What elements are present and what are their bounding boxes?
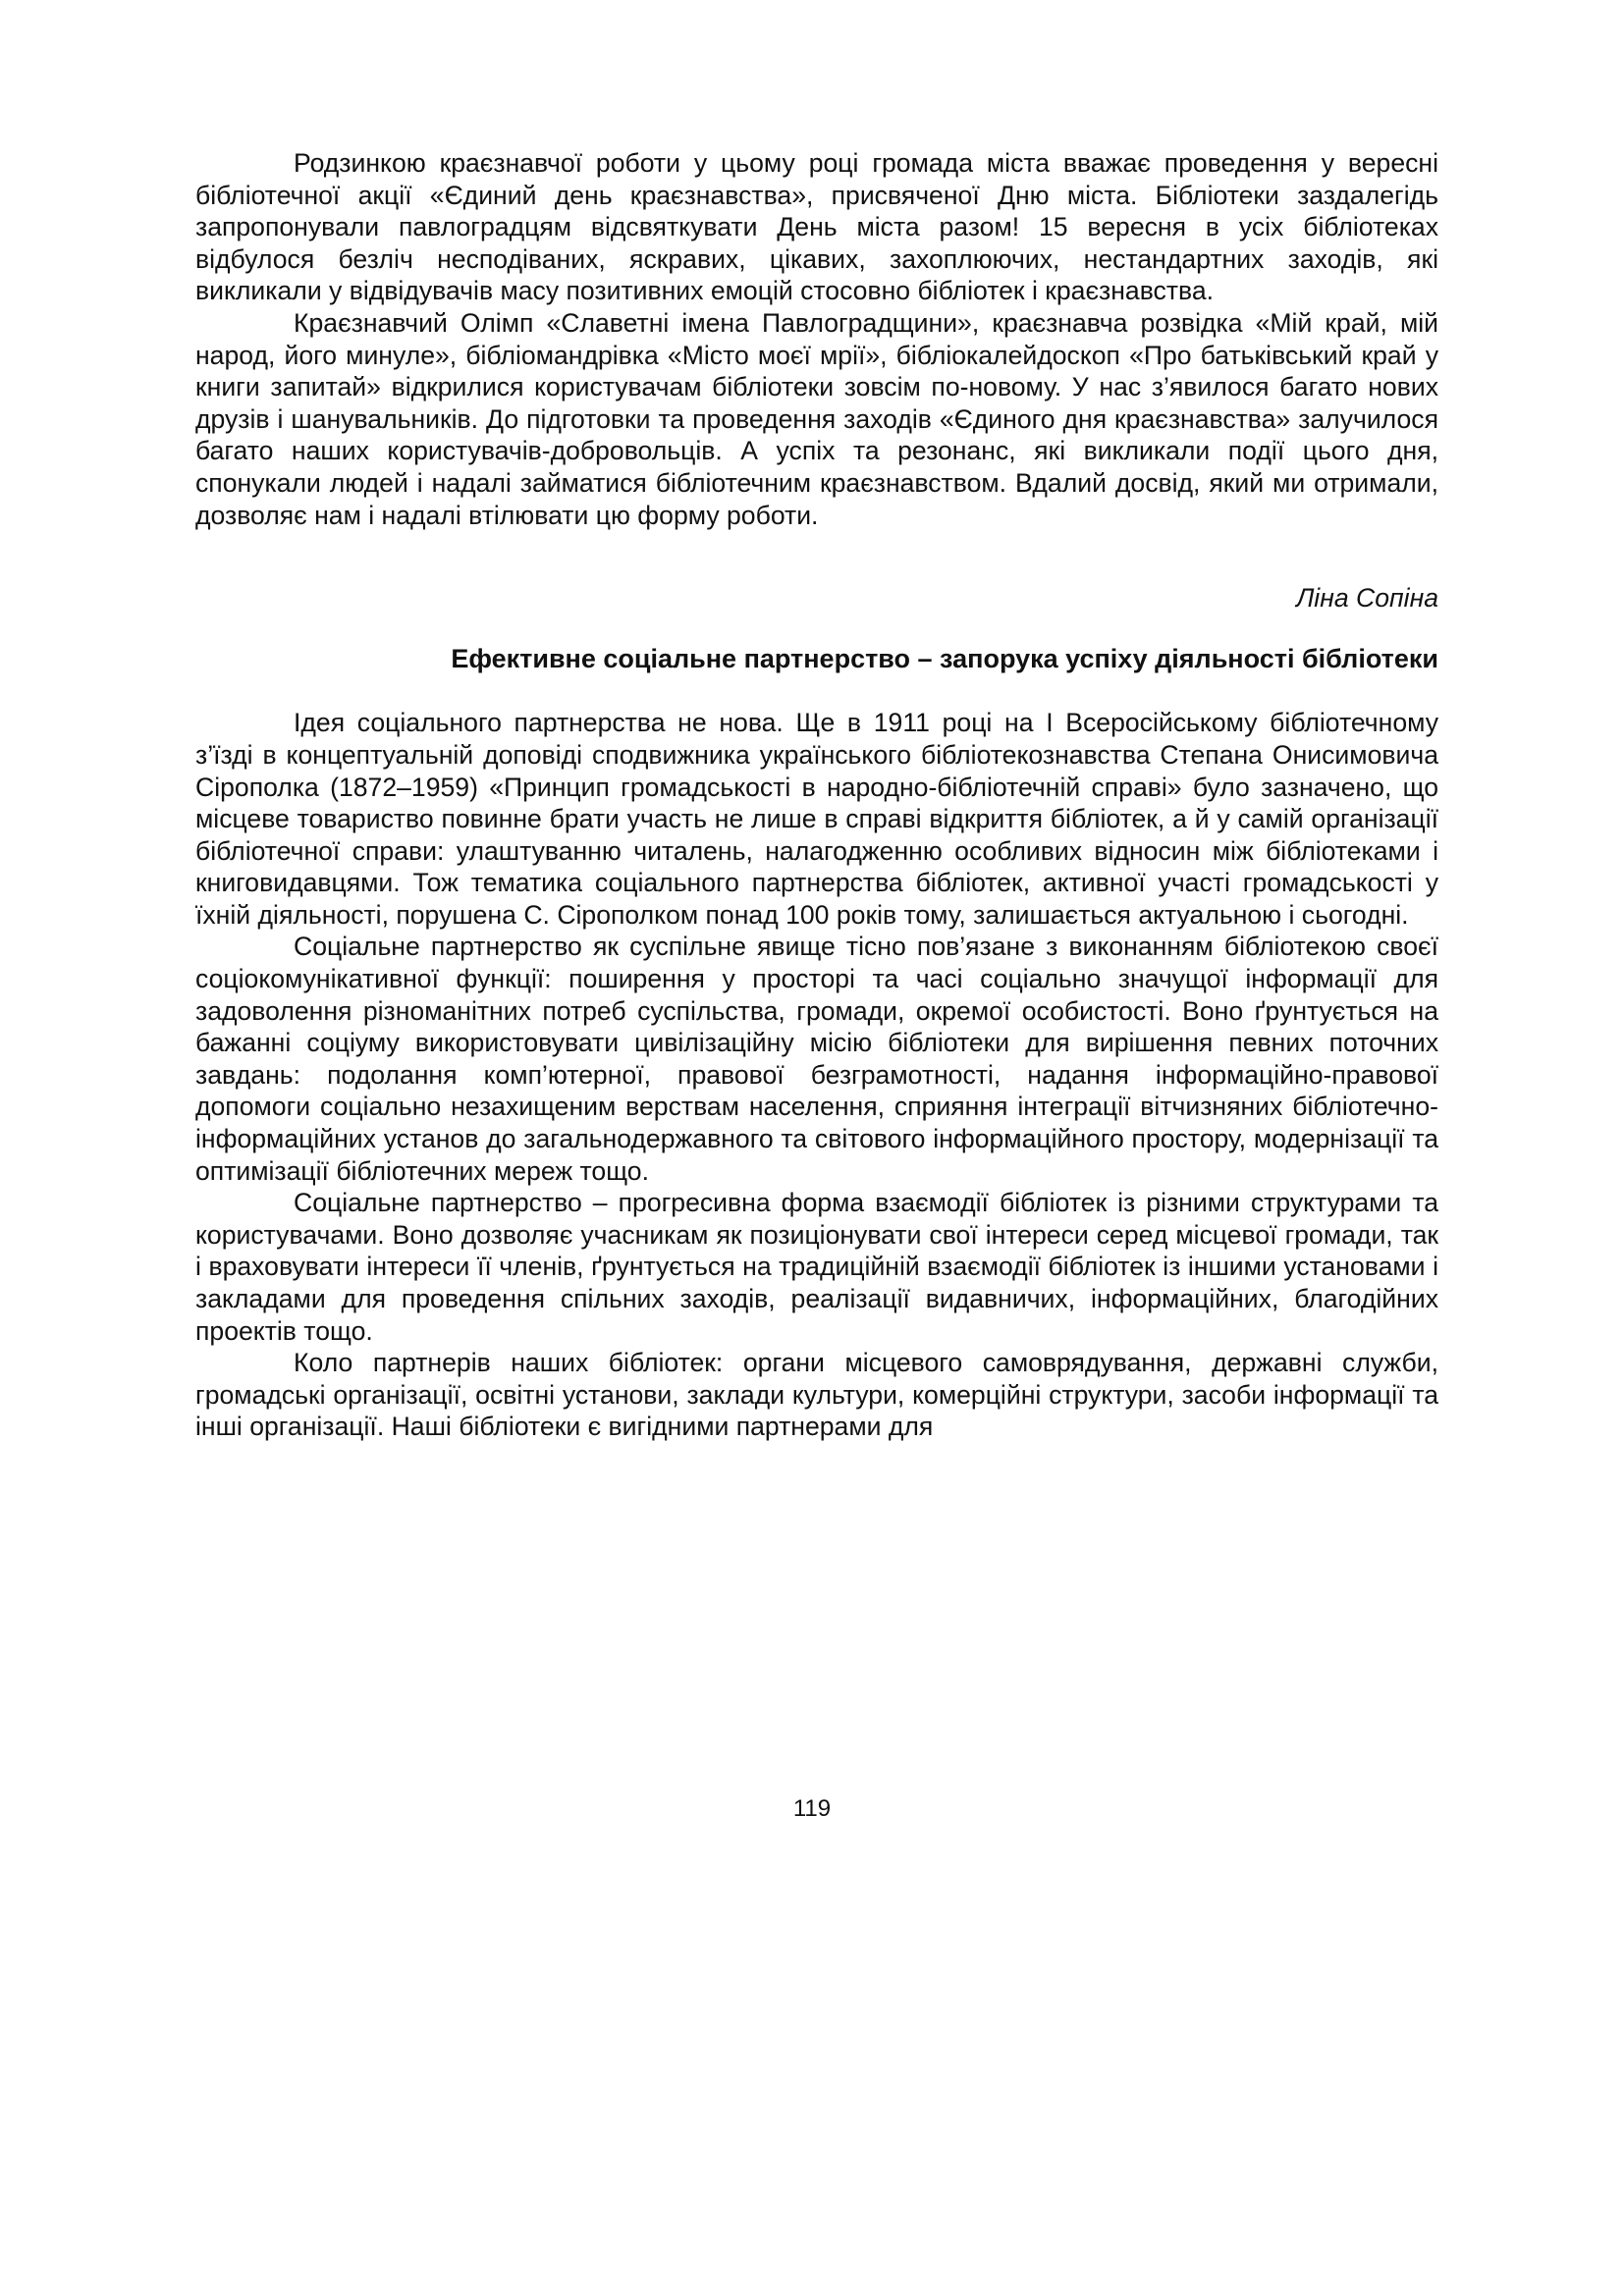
paragraph-partners-list: Коло партнерів наших бібліотек: органи місцевого самоврядування, державні служби, громадські організації, освітні установи, заклади культури, комерційні структури, засоби інформації та інші організації. Наші бібліотеки є вигідними партнерами для — [195, 1348, 1438, 1442]
document-page — [195, 147, 1438, 1443]
article-title: Ефективне соціальне партнерство – запорука успіху діяльності бібліотеки — [451, 643, 1438, 673]
paragraph-partnership-form: Соціальне партнерство – прогресивна форма взаємодії бібліотек із різними структурами та користувачами. Воно дозволяє учасникам як позиціонувати свої інтереси серед місцевої громади, так і враховувати інтереси її членів, ґрунтується на традиційній взаємодії бібліотек із іншими установами і закладами для проведення спільних заходів, реалізації видавничих, інформаційних, благодійних проектів тощо. — [195, 1188, 1438, 1346]
paragraph-partnership-function: Соціальне партнерство як суспільне явище тісно пов’язане з виконанням бібліотекою своєї соціокомунікативної функції: поширення у просторі та часі соціально значущої інформації для задоволення різноманітних потреб суспільства, громади, окремої особистості. Воно ґрунтується на бажанні соціуму використовувати цивілізаційну місію бібліотеки для вирішення певних поточних завдань: подолання комп’ютерної, правової безграмотності, надання інформаційно-правової допомоги соціально незахищеним верствам населення, сприяння інтеграції вітчизняних бібліотечно-інформаційних установ до загальнодержавного та світового інформаційного простору, модернізації та оптимізації бібліотечних мереж тощо. — [195, 932, 1438, 1186]
page-number: 119 — [792, 1795, 832, 1822]
author-signature: Ліна Сопіна — [1296, 583, 1438, 614]
paragraph-local-history-events: Краєзнавчий Олімп «Славетні імена Павлоградщини», краєзнавча розвідка «Мій край, мій народ, його минуле», бібліомандрівка «Місто моєї мрії», бібліокалейдоскоп «Про батьківський край у книги запитай» відкрилися користувачам бібліотеки зовсім по-новому. У нас з’явилося багато нових друзів і шанувальників. До підготовки та проведення заходів «Єдиного дня краєзнавства» залучилося багато наших користувачів-добровольців. А успіх та резонанс, які викликали події цього дня, спонукали людей і надалі займатися бібліотечним краєзнавством. Вдалий досвід, який ми отримали, дозволяє нам і надалі втілювати цю форму роботи. — [195, 307, 1438, 530]
paragraph-partnership-history: Ідея соціального партнерства не нова. Ще в 1911 році на I Всеросійському бібліотечному з’їзді в концептуальній доповіді сподвижника українського бібліотекознавства Степана Онисимовича Сірополка (1872–1959) «Принцип громадськості в народно-бібліотечній справі» було зазначено, що місцеве товариство повинне брати участь не лише в справі відкриття бібліотек, а й у самій організації бібліотечної справи: улаштуванню читалень, налагодженню особливих відносин між бібліотеками і книговидавцями. Тож тематика соціального партнерства бібліотек, активної участі громадськості у їхній діяльності, порушена С. Сірополком понад 100 років тому, залишається актуальною і сьогодні. — [195, 708, 1438, 930]
paragraph-local-history-day: Родзинкою краєзнавчої роботи у цьому році громада міста вважає проведення у вересні бібліотечної акції «Єдиний день краєзнавства», присвяченої Дню міста. Бібліотеки заздалегідь запропонували павлоградцям відсвяткувати День міста разом! 15 вересня в усіх бібліотеках відбулося безліч несподіваних, яскравих, цікавих, захоплюючих, нестандартних заходів, які викликали у відвідувачів масу позитивних емоцій стосовно бібліотек і краєзнавства. — [195, 148, 1438, 306]
